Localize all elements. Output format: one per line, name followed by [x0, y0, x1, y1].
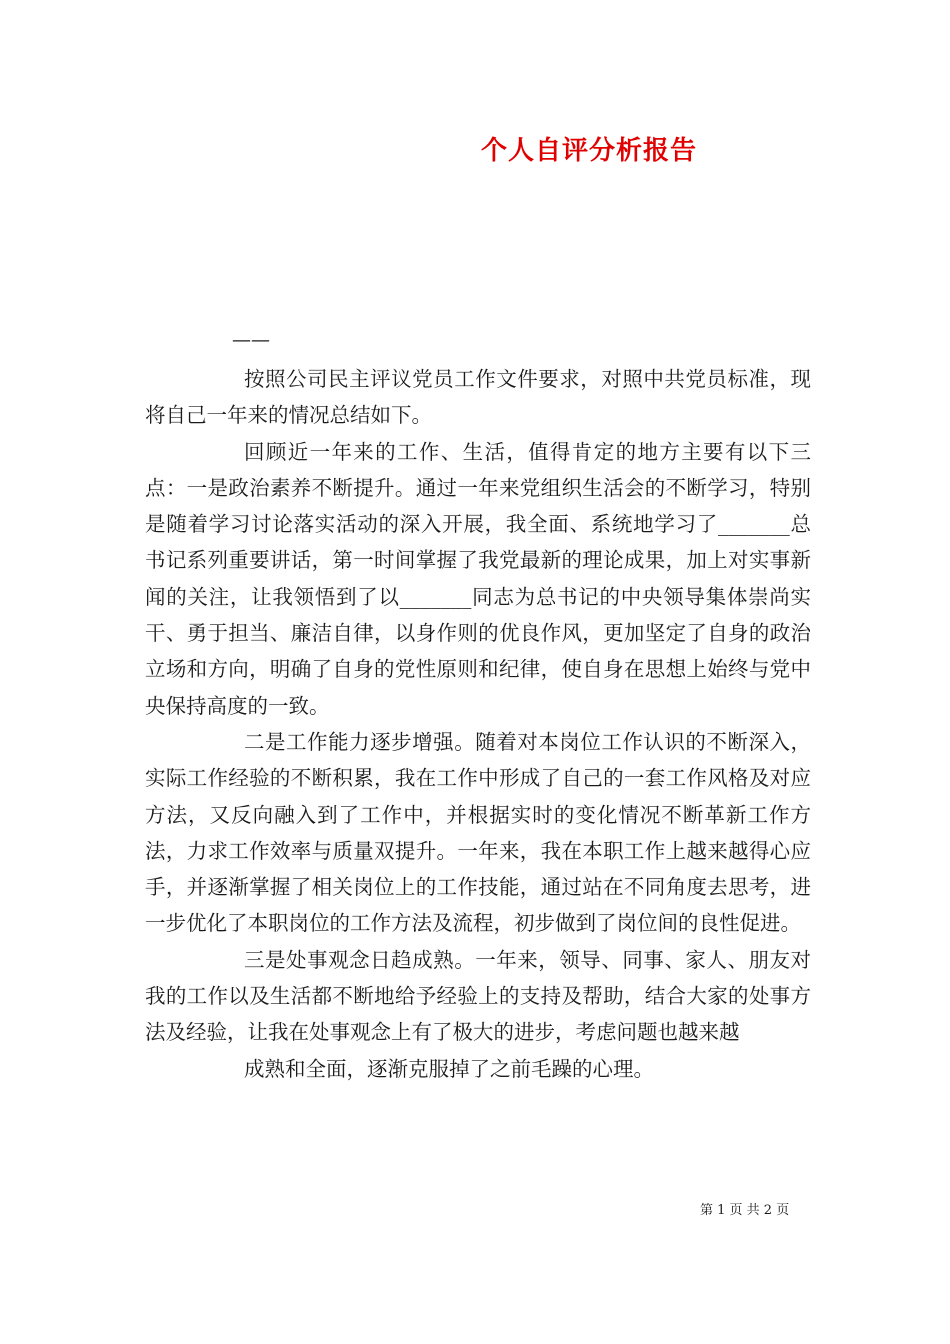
- document-title: 个人自评分析报告: [480, 136, 697, 166]
- paragraph-point-three: 三是处事观念日趋成熟。一年来，领导、同事、家人、朋友对我的工作以及生活都不断地给予经验上的支持及帮助，结合大家的处事方法及经验，让我在处事观念上有了极大的进步，考虑问题也越来越: [145, 947, 811, 1045]
- paragraph-continuation: 成熟和全面，逐渐克服掉了之前毛躁的心理。: [244, 1056, 654, 1081]
- page-footer: 第 1 页 共 2 页: [700, 1203, 790, 1218]
- paragraph-intro: 按照公司民主评议党员工作文件要求，对照中共党员标准，现将自己一年来的情况总结如下。: [145, 367, 811, 428]
- paragraph-point-two: 二是工作能力逐步增强。随着对本岗位工作认识的不断深入，实际工作经验的不断积累，我在工作中形成了自己的一套工作风格及对应方法，又反向融入到了工作中，并根据实时的变化情况不断革新工作方法，力求工作效率与质量双提升。一年来，我在本职工作上越来越得心应手，并逐渐掌握了相关岗位上的工作技能，通过站在不同角度去思考，进一步优化了本职岗位的工作方法及流程，初步做到了岗位间的良性促进。: [145, 729, 811, 936]
- paragraph-point-one: 回顾近一年来的工作、生活，值得肯定的地方主要有以下三点：一是政治素养不断提升。通过一年来党组织生活会的不断学习，特别是随着学习讨论落实活动的深入开展，我全面、系统地学习了_______总书记系列重要讲话，第一时间掌握了我党最新的理论成果，加上对实事新闻的关注，让我领悟到了以_______同志为总书记的中央领导集体崇尚实干、勇于担当、廉洁自律，以身作则的优良作风，更加坚定了自身的政治立场和方向，明确了自身的党性原则和纪律，使自身在思想上始终与党中央保持高度的一致。: [145, 439, 811, 718]
- document-body: [145, 361, 811, 1087]
- author-dash: ——: [232, 329, 270, 351]
